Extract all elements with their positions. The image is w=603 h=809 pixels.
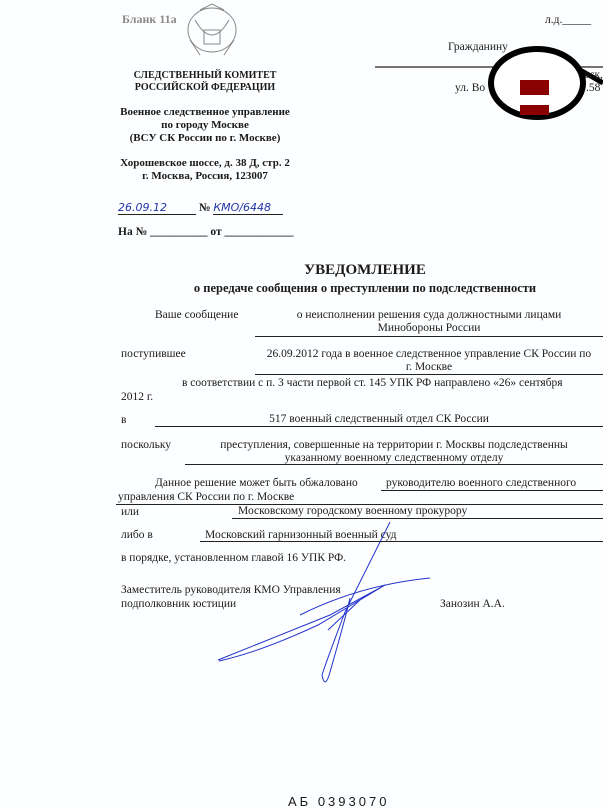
recipient-street: ул. Во	[455, 82, 486, 94]
message-label: Ваше сообщение	[155, 309, 239, 321]
because-line: указанному военному следственному отделу	[284, 452, 504, 464]
dept-line: Военное следственное управление	[120, 106, 290, 118]
underline	[255, 374, 603, 375]
org-line: РОССИЙСКОЙ ФЕДЕРАЦИИ	[134, 82, 276, 93]
ref-label: На №	[118, 226, 148, 238]
message-line: о неисполнении решения суда должностными лицами	[296, 309, 562, 321]
because-label: поскольку	[121, 439, 172, 451]
coat-of-arms-icon	[188, 4, 236, 55]
address-line: г. Москва, Россия, 123007	[142, 170, 268, 182]
form-label: Бланк 11а	[122, 12, 177, 26]
or-label: или	[121, 506, 140, 518]
message-line: Минобороны России	[377, 322, 481, 334]
accordance-line: в соответствии с п. 3 части первой ст. 145 УПК РФ направлено «26» сентября	[182, 377, 563, 389]
dept-address	[105, 157, 305, 183]
underline	[155, 426, 603, 427]
case-label: л.д._____	[545, 14, 592, 26]
received-value	[255, 348, 603, 374]
appeal-value-1: руководителю военного следственного	[386, 477, 577, 489]
because-value	[185, 439, 603, 465]
document-subtitle: о передаче сообщения о преступлении по подследственности	[193, 281, 537, 295]
reference-line: На № __________ от ____________	[118, 226, 294, 238]
received-label: поступившее	[121, 348, 186, 360]
underline	[255, 336, 603, 337]
org-line: СЛЕДСТВЕННЫЙ КОМИТЕТ	[133, 70, 277, 81]
dept-line: по городу Москве	[161, 119, 249, 131]
outgoing-date-number	[118, 201, 283, 215]
signature-drawing	[218, 522, 430, 682]
underline	[381, 490, 603, 491]
underline	[200, 541, 603, 542]
signer-name: Занозин А.А.	[440, 598, 505, 610]
message-value	[255, 309, 603, 335]
document-title: УВЕДОМЛЕНИЕ	[304, 262, 426, 278]
procedure-text: в порядке, установленном главой 16 УПК РФ.	[121, 552, 347, 564]
signer-position-1: Заместитель руководителя КМО Управления	[121, 584, 341, 596]
address-line: Хорошевское шоссе, д. 38 Д, стр. 2	[120, 157, 290, 169]
signer-position-2: подполковник юстиции	[121, 598, 237, 610]
underline	[185, 464, 603, 465]
because-line: преступления, совершенные на территории г. Москвы подследственны	[220, 439, 568, 451]
or-value: Московскому городскому военному прокурору	[238, 505, 468, 517]
date-handwritten: 26.09.12	[118, 201, 196, 215]
either-label: либо в	[121, 529, 153, 541]
appeal-intro: Данное решение может быть обжаловано	[155, 477, 358, 489]
form-serial: АБ 0393070	[288, 794, 390, 809]
to-value: 517 военный следственный отдел СК России	[269, 413, 489, 425]
recipient-city: вск,	[584, 69, 603, 81]
either-value: Московский гарнизонный военный суд	[205, 529, 397, 541]
recipient-salutation: Гражданину	[448, 41, 508, 53]
underline	[232, 518, 603, 519]
dept-line: (ВСУ СК России по г. Москве)	[129, 132, 281, 144]
accordance-year: 2012 г.	[121, 391, 154, 403]
recipient-house: .58	[586, 82, 601, 94]
number-label: №	[198, 202, 211, 214]
ref-from-label: от	[210, 226, 222, 238]
appeal-value-2: управления СК России по г. Москве	[118, 491, 295, 503]
org-name	[105, 70, 305, 94]
case-label-text: л.д.	[545, 14, 563, 26]
to-label: в	[121, 414, 127, 426]
dept-name	[105, 106, 305, 145]
number-handwritten: КМО/6448	[213, 201, 283, 215]
received-line: г. Москве	[405, 361, 453, 373]
received-line: 26.09.2012 года в военное следственное управление СК России по	[266, 348, 592, 360]
